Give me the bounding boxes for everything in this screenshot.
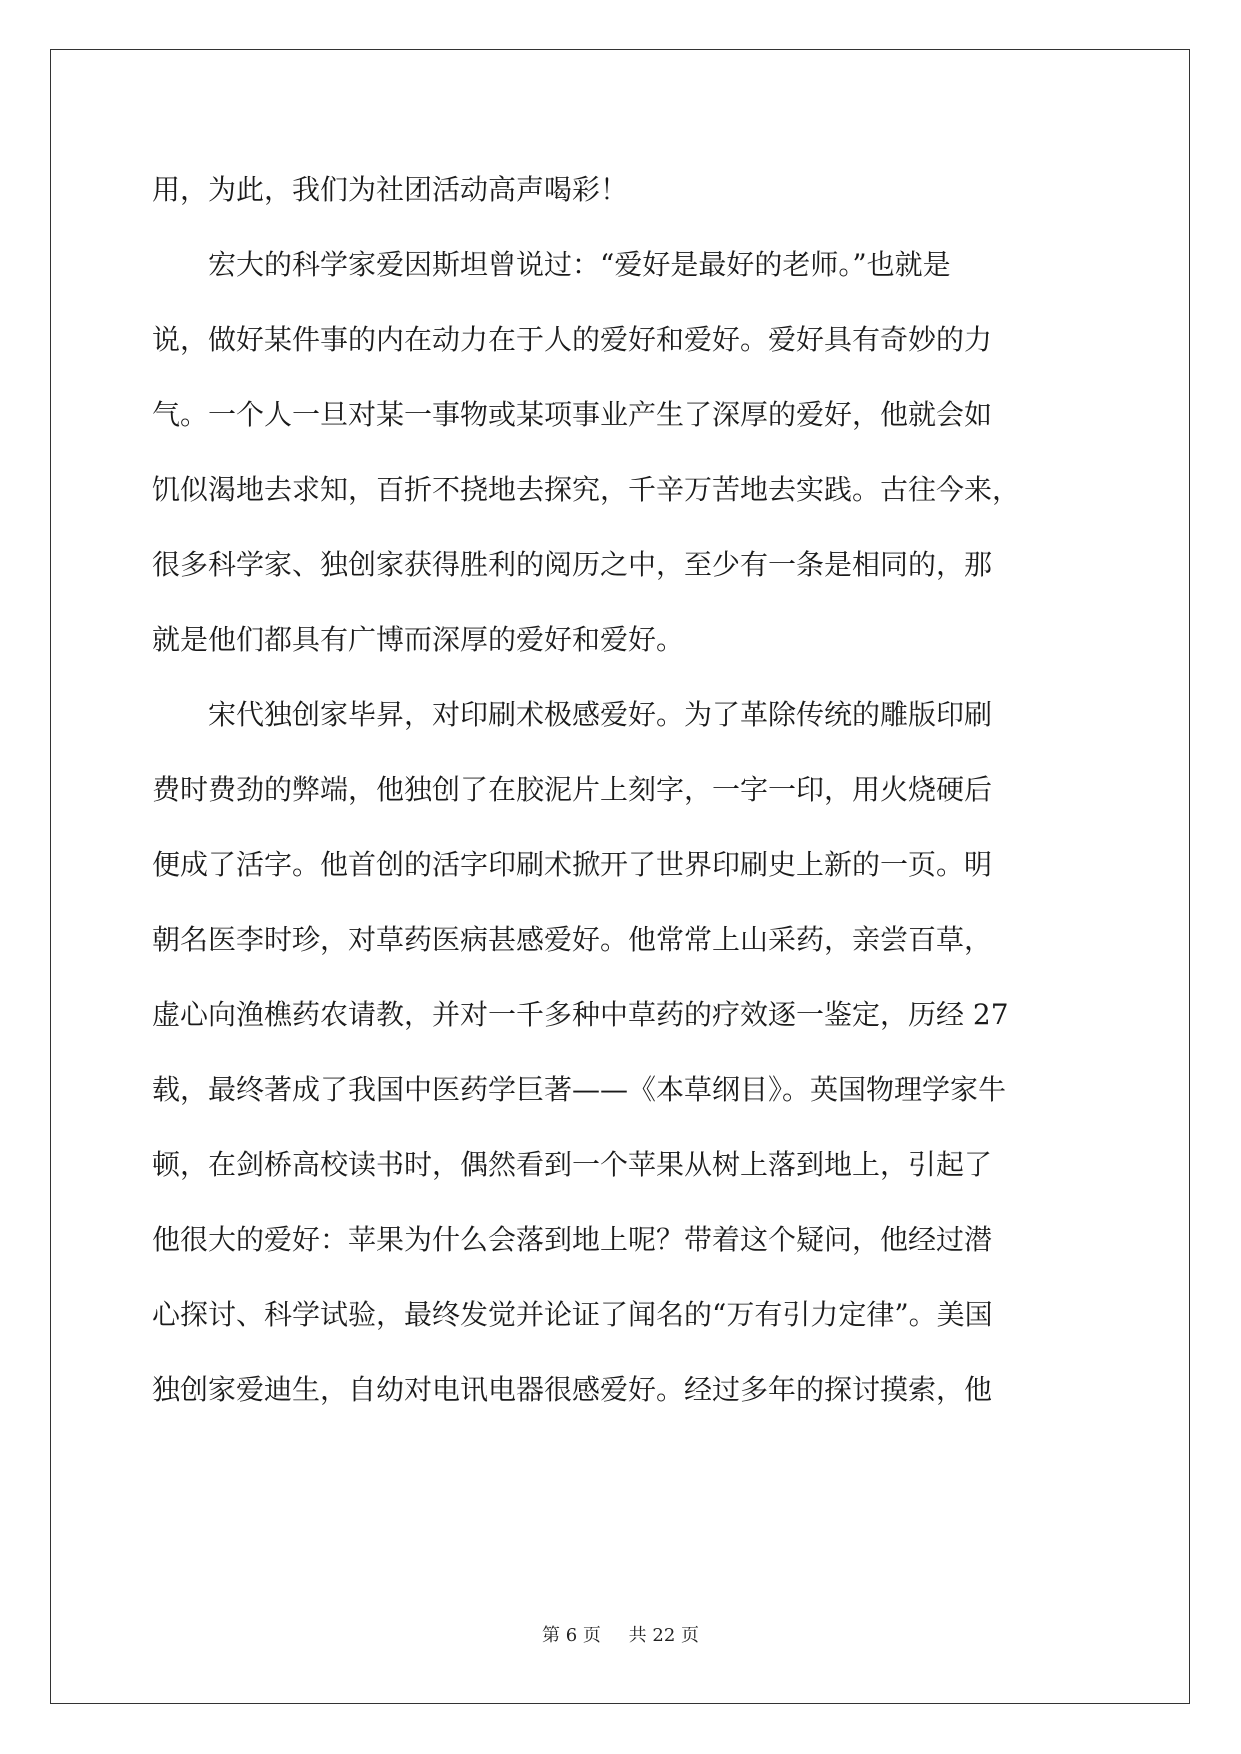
page-footer bbox=[0, 1623, 1241, 1649]
text-line: 很多科学家、独创家获得胜利的阅历之中，至少有一条是相同的，那 bbox=[152, 548, 993, 581]
text-line: 就是他们都具有广博而深厚的爱好和爱好。 bbox=[152, 623, 685, 656]
text-line: 虚心向渔樵药农请教，并对一千多种中草药的疗效逐一鉴定，历经 27 bbox=[152, 998, 1009, 1031]
text-line: 独创家爱迪生，自幼对电讯电器很感爱好。经过多年的探讨摸索，他 bbox=[152, 1373, 993, 1406]
page-number: 第 6 页 bbox=[542, 1625, 601, 1646]
text-line: 用，为此，我们为社团活动高声喝彩！ bbox=[152, 173, 629, 206]
text-line: 饥似渴地去求知，百折不挠地去探究，千辛万苦地去实践。古往今来， bbox=[152, 473, 1021, 506]
text-line: 载，最终著成了我国中医药学巨著——《本草纲目》。英国物理学家牛 bbox=[152, 1073, 1007, 1106]
text-line: 朝名医李时珍，对草药医病甚感爱好。他常常上山采药，亲尝百草， bbox=[152, 923, 993, 956]
text-line: 气。一个人一旦对某一事物或某项事业产生了深厚的爱好，他就会如 bbox=[152, 398, 993, 431]
text-line: 顿，在剑桥高校读书时，偶然看到一个苹果从树上落到地上，引起了 bbox=[152, 1148, 993, 1181]
text-line: 说，做好某件事的内在动力在于人的爱好和爱好。爱好具有奇妙的力 bbox=[152, 323, 993, 356]
paragraph-start-line: 宋代独创家毕昇，对印刷术极感爱好。为了革除传统的雕版印刷 bbox=[208, 698, 993, 731]
paragraph-start-line: 宏大的科学家爱因斯坦曾说过：“爱好是最好的老师。”也就是 bbox=[208, 248, 951, 281]
text-line: 费时费劲的弊端，他独创了在胶泥片上刻字，一字一印，用火烧硬后 bbox=[152, 773, 993, 806]
total-pages: 共 22 页 bbox=[628, 1625, 699, 1646]
text-line: 他很大的爱好：苹果为什么会落到地上呢？带着这个疑问，他经过潜 bbox=[152, 1223, 993, 1256]
text-line: 心探讨、科学试验，最终发觉并论证了闻名的“万有引力定律”。美国 bbox=[152, 1298, 993, 1331]
text-line: 便成了活字。他首创的活字印刷术掀开了世界印刷史上新的一页。明 bbox=[152, 848, 993, 881]
